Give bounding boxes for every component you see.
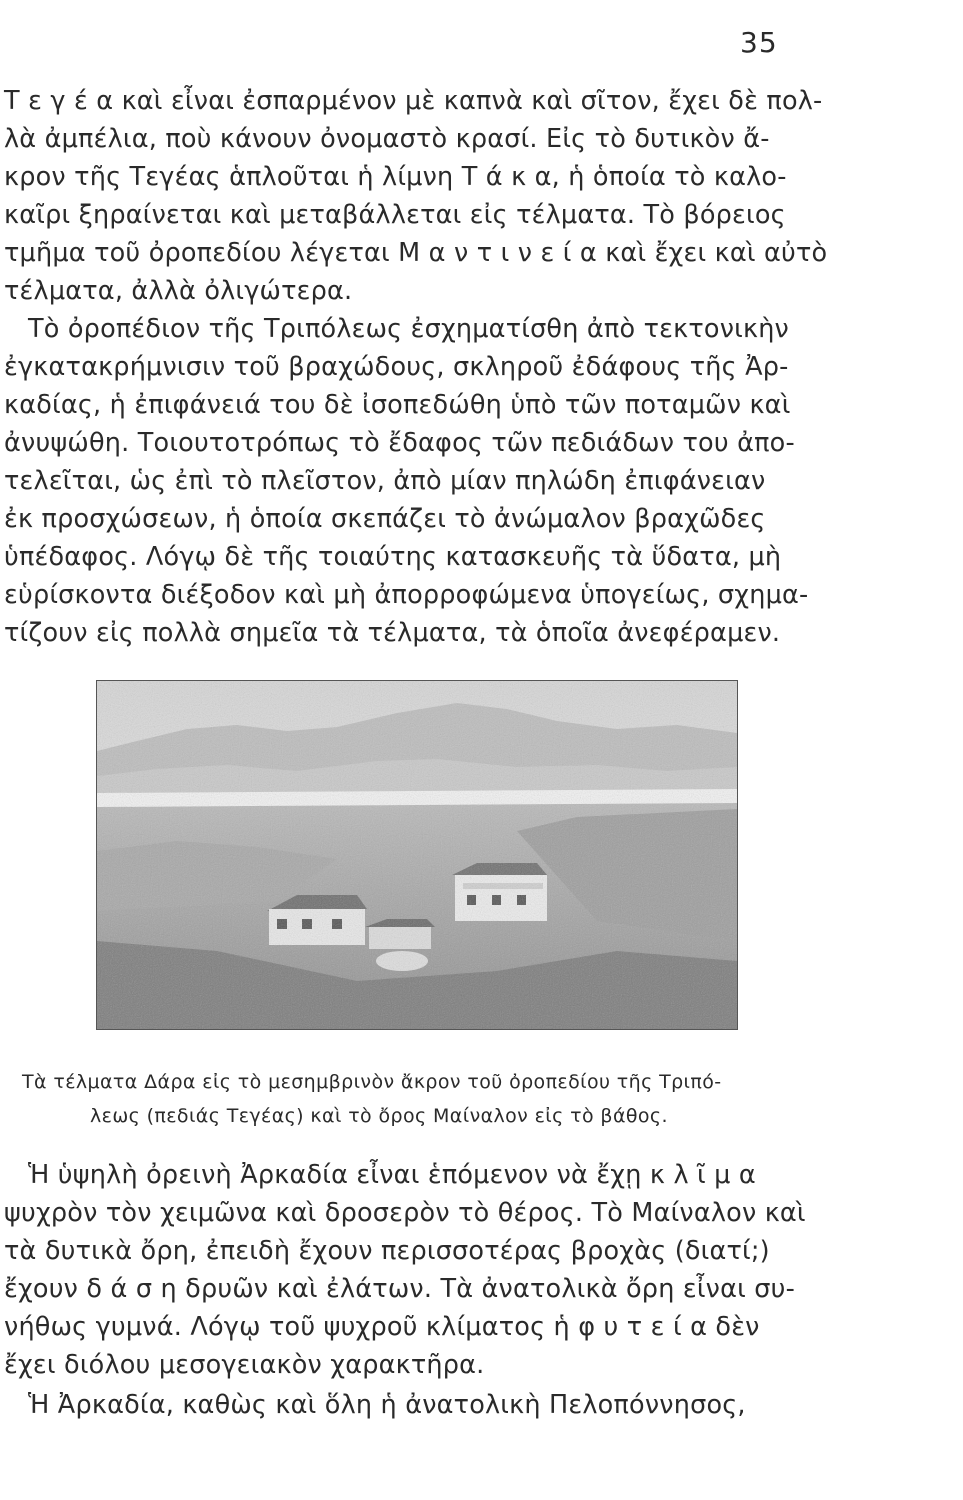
text-line: Τ ε γ έ α καὶ εἶναι ἐσπαρμένον μὲ καπνὰ καὶ σῖτον, ἔχει δὲ πολ- <box>4 86 823 116</box>
text-line: ἐγκατακρήμνισιν τοῦ βραχώδους, σκληροῦ ἐδάφους τῆς Ἀρ- <box>4 352 789 382</box>
text-line: τέλματα, ἀλλὰ ὀλιγώτερα. <box>4 276 353 306</box>
text-line: ἔχουν δ ά σ η δρυῶν καὶ ἐλάτων. Τὰ ἀνατολικὰ ὄρη εἶναι συ- <box>4 1274 795 1304</box>
text-line: καδίας, ἡ ἐπιφάνειά του δὲ ἰσοπεδώθη ὑπὸ τῶν ποταμῶν καὶ <box>4 390 791 420</box>
text-line: τμῆμα τοῦ ὀροπεδίου λέγεται Μ α ν τ ι ν ε ί α καὶ ἔχει καὶ αὐτὸ <box>4 238 828 268</box>
text-line: Ἡ Ἀρκαδία, καθὼς καὶ ὅλη ἡ ἀνατολικὴ Πελοπόννησος, <box>28 1390 746 1420</box>
landscape-photo <box>96 680 738 1030</box>
text-line: τίζουν εἰς πολλὰ σημεῖα τὰ τέλματα, τὰ ὁποῖα ἀνεφέραμεν. <box>4 618 781 648</box>
text-line: ἔχει διόλου μεσογειακὸν χαρακτῆρα. <box>4 1350 485 1380</box>
text-line: τελεῖται, ὡς ἐπὶ τὸ πλεῖστον, ἀπὸ μίαν πηλώδη ἐπιφάνειαν <box>4 466 766 496</box>
text-line: ἀνυψώθη. Τοιουτοτρόπως τὸ ἔδαφος τῶν πεδιάδων του ἀπο- <box>4 428 795 458</box>
caption-line: λεως (πεδιάς Τεγέας) καὶ τὸ ὄρος Μαίναλον εἰς τὸ βάθος. <box>90 1105 668 1127</box>
text-line: τὰ δυτικὰ ὄρη, ἐπειδὴ ἔχουν περισσοτέρας βροχὰς (διατί;) <box>4 1236 770 1266</box>
text-line: νήθως γυμνά. Λόγῳ τοῦ ψυχροῦ κλίματος ἡ φ υ τ ε ί α δὲν <box>4 1312 760 1342</box>
text-line: Ἡ ὑψηλὴ ὀρεινὴ Ἀρκαδία εἶναι ἑπόμενον νὰ ἔχῃ κ λ ῖ μ α <box>28 1160 756 1190</box>
text-line: καῖρι ξηραίνεται καὶ μεταβάλλεται εἰς τέλματα. Τὸ βόρειος <box>4 200 786 230</box>
text-line: λὰ ἀμπέλια, ποὺ κάνουν ὀνομαστὸ κρασί. Εἰς τὸ δυτικὸν ἄ- <box>4 124 770 154</box>
text-line: εὑρίσκοντα διέξοδον καὶ μὴ ἀπορροφώμενα ὑπογείως, σχημα- <box>4 580 809 610</box>
text-line: ἐκ προσχώσεων, ἡ ὁποία σκεπάζει τὸ ἀνώμαλον βραχῶδες <box>4 504 766 534</box>
page-number: 35 <box>740 26 778 59</box>
photo-image <box>97 681 737 1029</box>
text-line: ψυχρὸν τὸν χειμῶνα καὶ δροσερὸν τὸ θέρος. Τὸ Μαίναλον καὶ <box>4 1198 806 1228</box>
text-line: ὑπέδαφος. Λόγῳ δὲ τῆς τοιαύτης κατασκευῆς τὰ ὕδατα, μὴ <box>4 542 782 572</box>
caption-line: Τὰ τέλματα Δάρα εἰς τὸ μεσημβρινὸν ἄκρον τοῦ ὀροπεδίου τῆς Τριπό- <box>22 1071 722 1093</box>
text-line: κρον τῆς Τεγέας ἁπλοῦται ἡ λίμνη Τ ά κ α, ἡ ὁποία τὸ καλο- <box>4 162 787 192</box>
text-line: Τὸ ὀροπέδιον τῆς Τριπόλεως ἐσχηματίσθη ἀπὸ τεκτονικὴν <box>28 314 789 344</box>
